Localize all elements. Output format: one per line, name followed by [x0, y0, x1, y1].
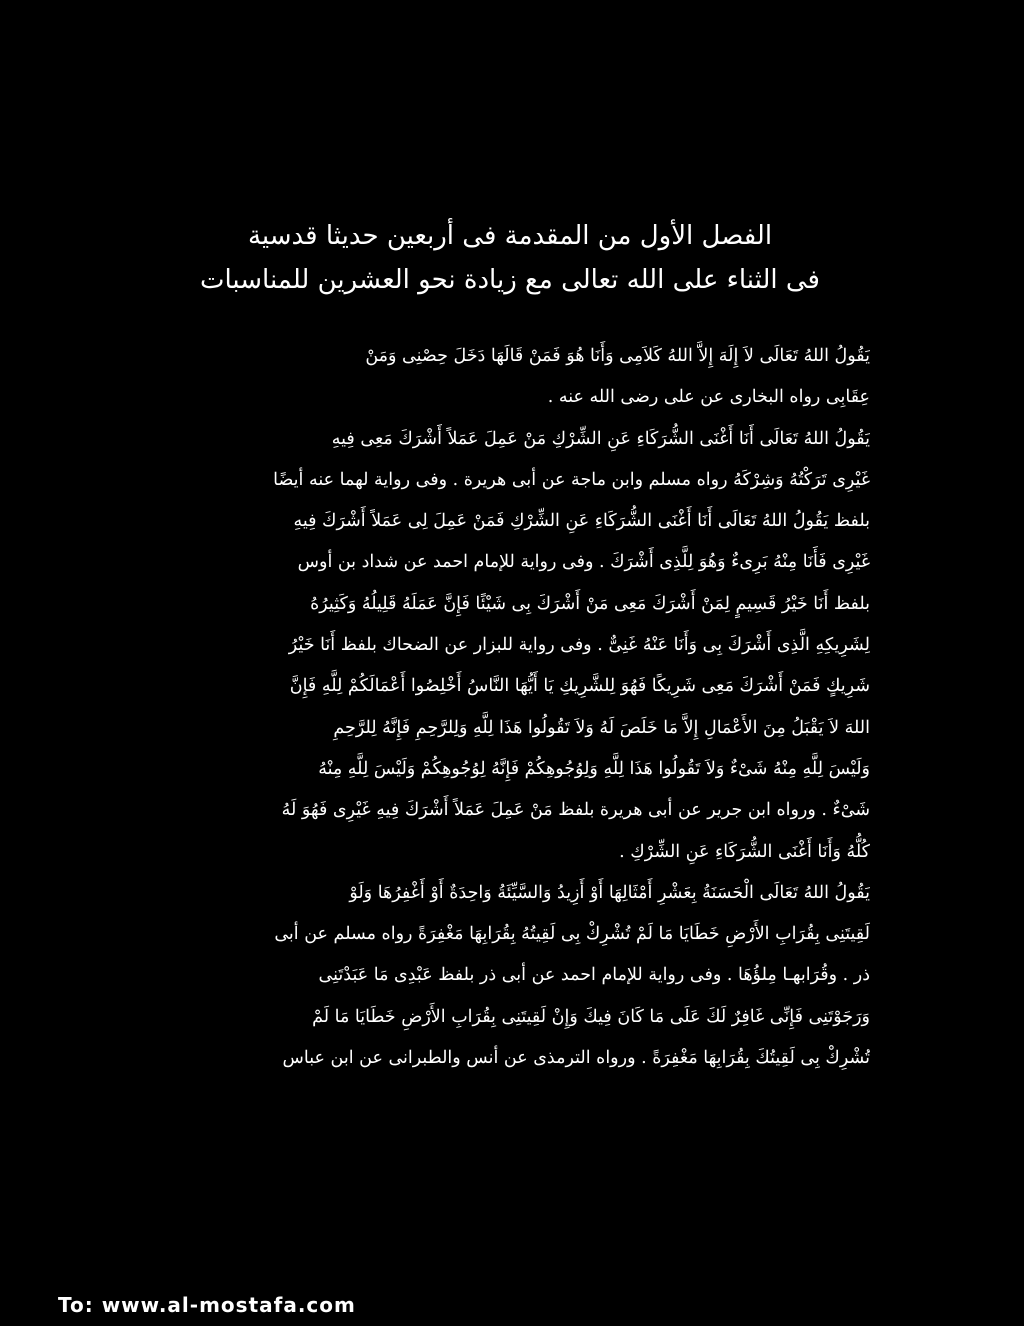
text-line: بلفظ يَقُولُ اللهُ تَعَالَى أَنَا أَغْنَى الشُّرَكَاءِ عَنِ الشِّرْكِ فَمَنْ عَمِلَ لِى عَمَلاً أَشْرَكَ فِيهِ [293, 511, 870, 532]
chapter-title: الفصل الأول من المقدمة فى أربعين حديثا قدسية [247, 221, 773, 251]
text-line: تُشْرِكْ بِى لَقِيتُكَ بِقُرَابِهَا مَغْفِرَةً . ورواه الترمذى عن أنس والطبرانى عن ابن عباس [282, 1048, 870, 1069]
text-line: شَرِيكٍ فَمَنْ أَشْرَكَ مَعِى شَرِيكًا فَهُوَ لِلشَّرِيكِ يَا أَيُّهَا النَّاسُ أَخْلِصُوا أَعْمَالَكُمْ لِلَّهِ فَإِنَّ [289, 676, 870, 697]
text-line: كُلُّهُ وَأَنَا أَغْنَى الشُّرَكَاءِ عَنِ الشِّرْكِ . [619, 841, 870, 862]
text-line: غَيْرِى فَأَنَا مِنْهُ بَرِىءٌ وَهُوَ لِلَّذِى أَشْرَكَ . وفى رواية للإمام احمد عن شداد بن أوس [297, 552, 870, 573]
text-line: يَقُولُ اللهُ تَعَالَى الْحَسَنَةُ بِعَشْرِ أَمْثَالِهَا أَوْ أَزِيدُ وَالسَّيِّئَةُ وَاحِدَةٌ أَوْ أَغْفِرُهَا وَلَوْ [349, 882, 870, 903]
text-line: يَقُولُ اللهُ تَعَالَى أَنَا أَغْنَى الشُّرَكَاءِ عَنِ الشِّرْكِ مَنْ عَمِلَ عَمَلاً أَشْرَكَ مَعِى فِيهِ [331, 428, 870, 449]
text-line: غَيْرِى تَرَكْتُهُ وَشِرْكَهُ رواه مسلم وابن ماجة عن أبى هريرة . وفى رواية لهما عنه أيضًا [273, 469, 870, 490]
hadith-text-block [158, 336, 870, 1079]
text-line: لَقِيتَنِى بِقُرَابِ الأَرْضِ خَطَايَا مَا لَمْ تُشْرِكْ بِى لَقِيتُهُ بِقُرَابِهَا مَغْفِرَةً رواه مسلم عن أبى [274, 924, 870, 945]
text-line: يَقُولُ اللهُ تَعَالَى لاَ إِلَهَ إِلاَّ اللهُ كَلاَمِى وَأَنَا هُوَ فَمَنْ قَالَهَا دَخَلَ حِصْنِى وَمَنْ [365, 346, 870, 366]
source-footer: To: www.al-mostafa.com [58, 1293, 356, 1317]
text-line: ذر . وقُرَابهـا مِلؤُهَا . وفى رواية للإمام احمد عن أبى ذر بلفظ عَبْدِى مَا عَبَدْتَنِى [318, 965, 870, 986]
text-line: وَرَجَوْتَنِى فَإِنِّى غَافِرٌ لَكَ عَلَى مَا كَانَ فِيكَ وَإِنْ لَقِيتَنِى بِقُرَابِ الأَرْضِ خَطَايَا مَا لَمْ [312, 1006, 870, 1027]
text-line: لِشَرِيكِهِ الَّذِى أَشْرَكَ بِى وَأَنَا عَنْهُ غَنِىٌّ . وفى رواية للبزار عن الضحاك بلفظ أَنَا خَيْرُ [288, 635, 870, 656]
text-line: شَىْءٌ . ورواه ابن جرير عن أبى هريرة بلفظ مَنْ عَمِلَ عَمَلاً أَشْرَكَ فِيهِ غَيْرِى فَهُوَ لَهُ [281, 800, 870, 821]
chapter-subtitle: فى الثناء على الله تعالى مع زيادة نحو العشرين للمناسبات [200, 265, 820, 295]
text-line: وَلَيْسَ لِلَّهِ مِنْهُ شَىْءٌ وَلاَ تَقُولُوا هَذَا لِلَّهِ وَلِوُجُوهِكُمْ فَإِنَّهُ لِوُجُوهِكُمْ وَلَيْسَ لِلَّهِ مِنْهُ [318, 758, 870, 779]
text-line: بلفظ أَنَا خَيْرُ قَسِيمٍ لِمَنْ أَشْرَكَ مَعِى مَنْ أَشْرَكَ بِى شَيْئًا فَإِنَّ عَمَلَهُ قَلِيلُهُ وَكَثِيرُهُ [310, 593, 870, 614]
text-line: عِقَابِى رواه البخارى عن على رضى الله عنه . [547, 387, 870, 408]
text-line: اللهَ لاَ يَقْبَلُ مِنَ الأَعْمَالِ إِلاَّ مَا خَلَصَ لَهُ وَلاَ تَقُولُوا هَذَا لِلَّهِ وَلِلرَّحِمِ فَإِنَّهُ لِلرَّحِمِ [333, 717, 870, 738]
